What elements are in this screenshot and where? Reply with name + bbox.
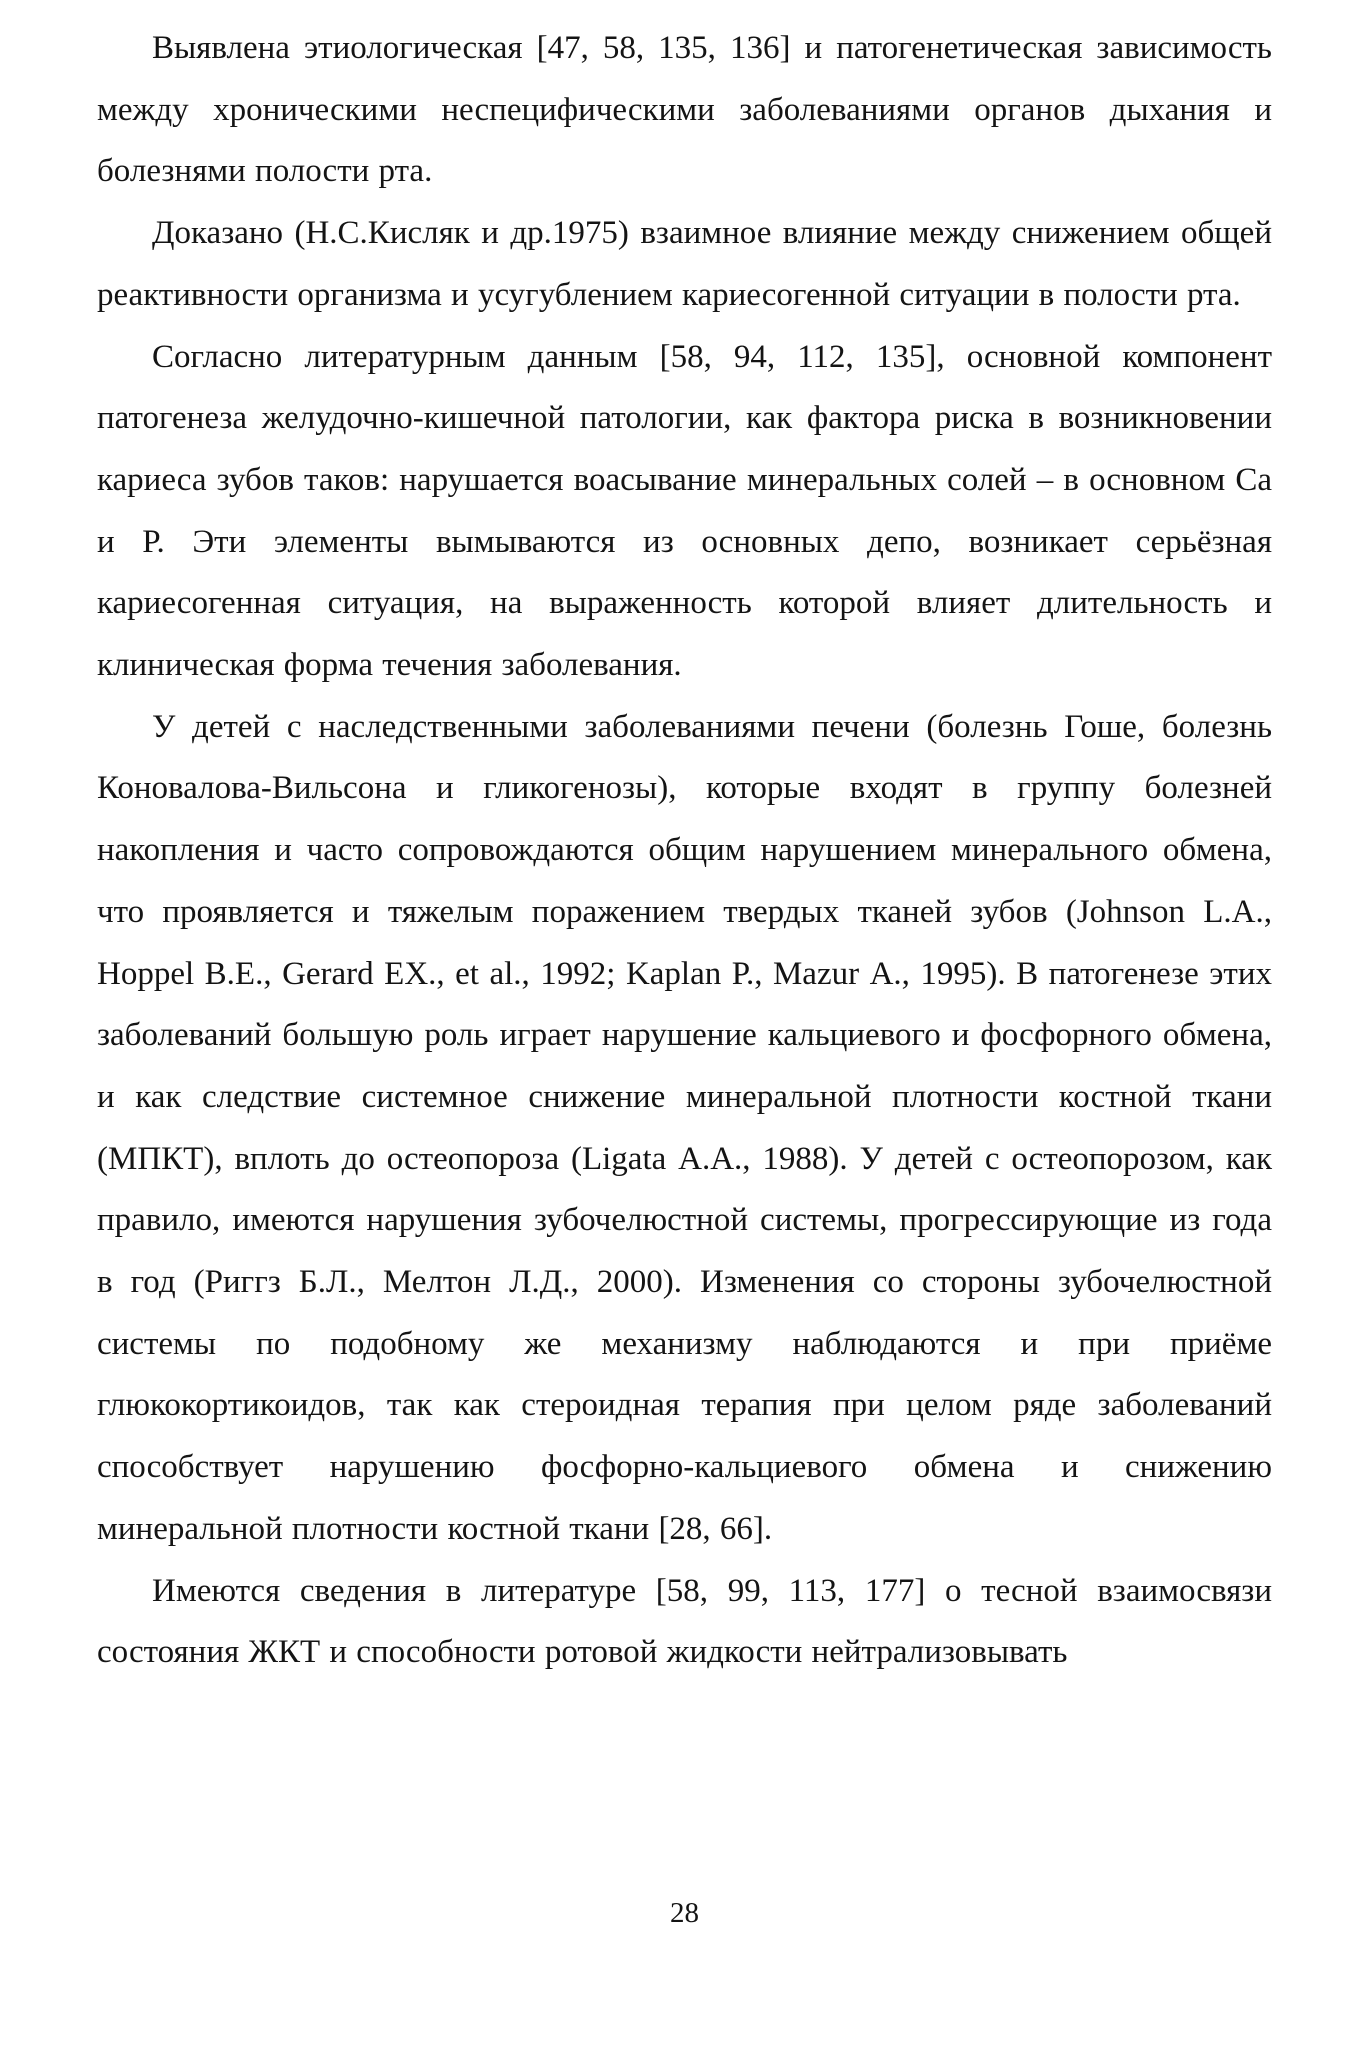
- paragraph-liver-diseases: У детей с наследственными заболеваниями печени (болезнь Гоше, болезнь Коновалова-Вильсона и гликогенозы), которые входят в группу болезней накопления и часто сопровождаются общим нарушением минерального обмена, что проявляется и тяжелым поражением твердых тканей зубов (Johnson L.A., Hoppel В.Е., Gerard ЕХ., et al., 1992; Kaplan Р., Mazur А., 1995). В патогенезе этих заболеваний большую роль играет нарушение кальциевого и фосфорного обмена, и как следствие системное снижение минеральной плотности костной ткани (МПКТ), вплоть до остеопороза (Ligata А.А., 1988). У детей с остеопорозом, как правило, имеются нарушения зубочелюстной системы, прогрессирующие из года в год (Риггз Б.Л., Мелтон Л.Д., 2000). Изменения со стороны зубочелюстной системы по подобному же механизму наблюдаются и при приёме глюкокортикоидов, так как стероидная терапия при целом ряде заболеваний способствует нарушению фосфорно-кальциевого обмена и снижению минеральной плотности костной ткани [28, 66].: [97, 708, 1272, 1547]
- page-number: 28: [670, 1897, 699, 1929]
- document-page: [97, 18, 1272, 1684]
- paragraph-etiology: Выявлена этиологическая [47, 58, 135, 136] и патогенетическая зависимость между хроническими неспецифическими заболеваниями органов дыхания и болезнями полости рта.: [97, 30, 1272, 190]
- paragraph-gut-saliva: Имеются сведения в литературе [58, 99, 113, 177] о тесной взаимосвязи состояния ЖКТ и способности ротовой жидкости нейтрализовывать: [97, 1572, 1272, 1671]
- paragraph-kislyak: Доказано (Н.С.Кисляк и др.1975) взаимное влияние между снижением общей реактивности организма и усугублением кариесогенной ситуации в полости рта.: [97, 215, 1272, 313]
- paragraph-gastrointestinal: Согласно литературным данным [58, 94, 112, 135], основной компонент патогенеза желудочно-кишечной патологии, как фактора риска в возникновении кариеса зубов таков: нарушается воасывание минеральных солей – в основном Са и Р. Эти элементы вымываются из основных депо, возникает серьёзная кариесогенная ситуация, на выраженность которой влияет длительность и клиническая форма течения заболевания.: [97, 338, 1272, 684]
